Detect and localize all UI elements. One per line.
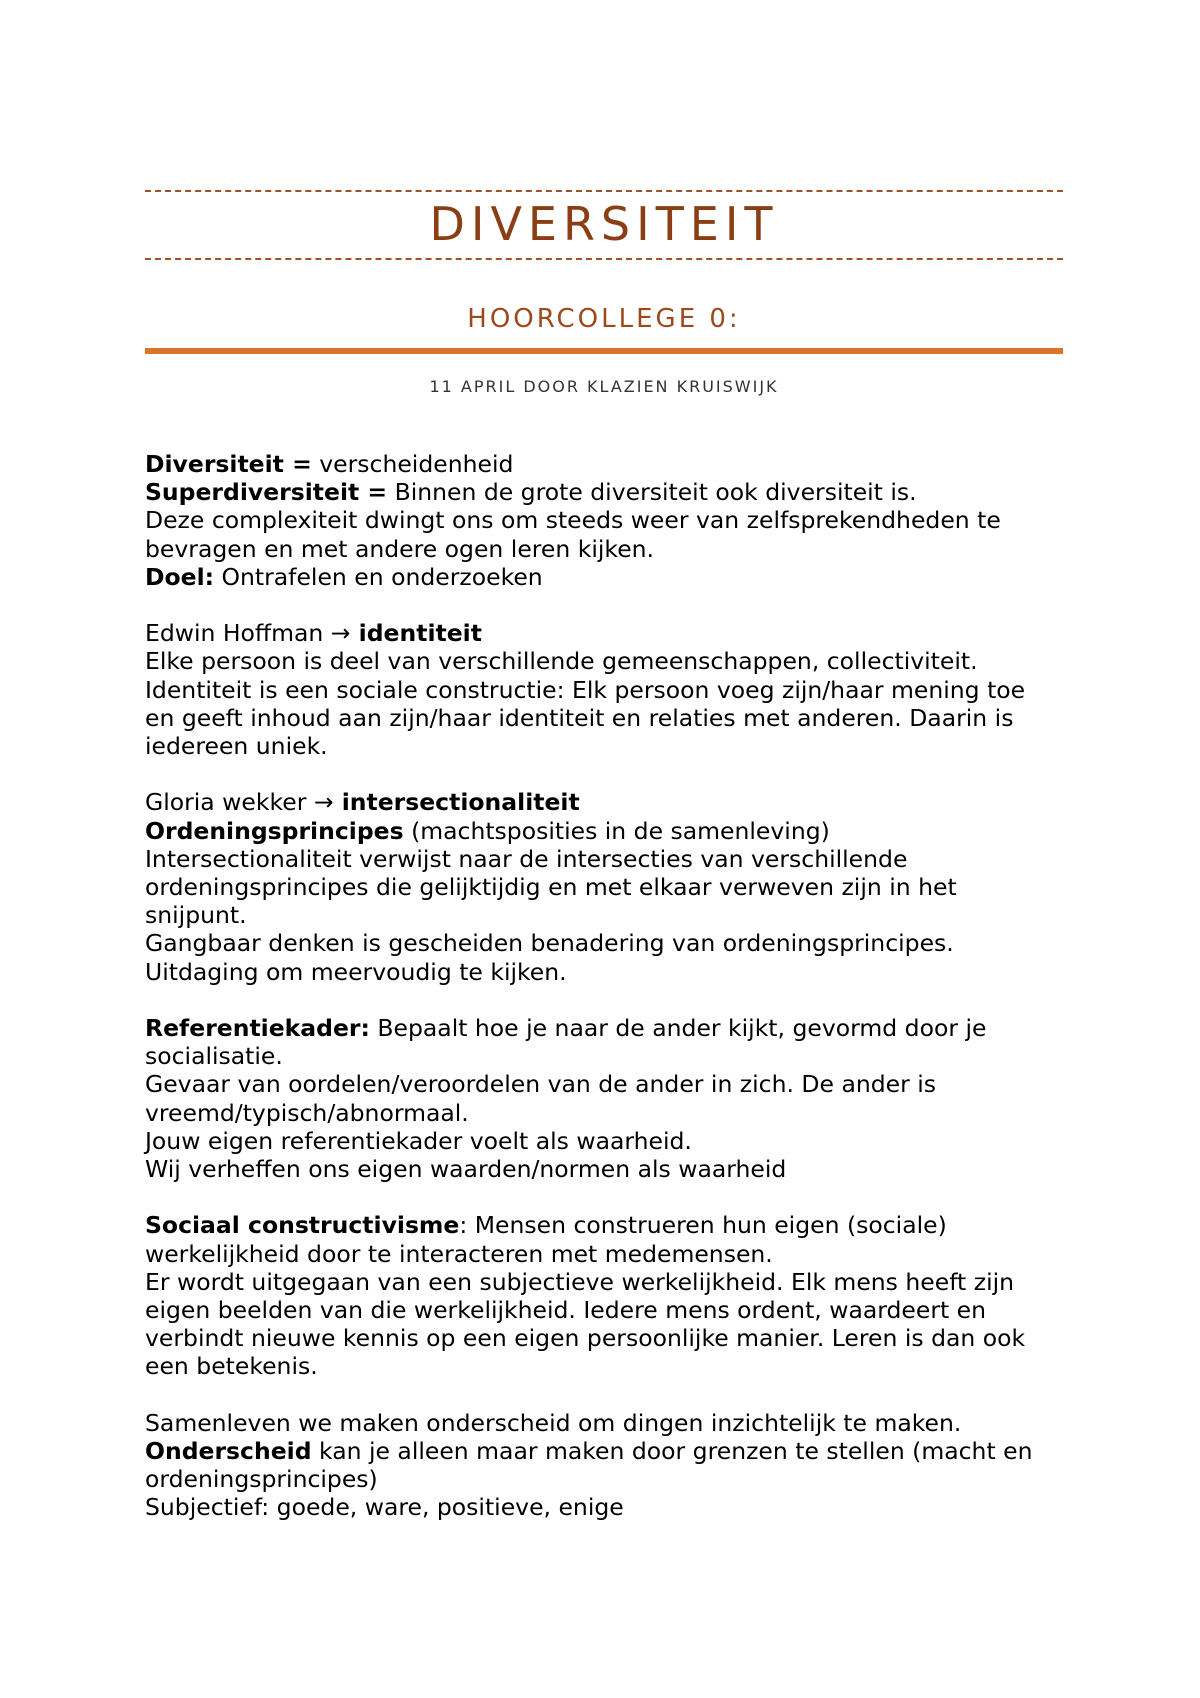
term: Sociaal constructivisme xyxy=(145,1211,460,1240)
paragraph-line: ordeningsprincipes) xyxy=(145,1465,378,1494)
paragraph-gap xyxy=(145,1183,1063,1211)
paragraph-line: socialisatie. xyxy=(145,1042,283,1071)
paragraph-line: Identiteit is een sociale constructie: Elk persoon voeg zijn/haar mening toe xyxy=(145,675,1026,704)
paragraph-line: werkelijkheid door te interacteren met medemensen. xyxy=(145,1239,773,1268)
definition: : Mensen construeren hun eigen (sociale) xyxy=(459,1211,947,1240)
definition-referentiekader xyxy=(145,1014,1063,1042)
paragraph-gap xyxy=(145,591,1063,619)
term: Onderscheid xyxy=(145,1437,312,1466)
term: Ordeningsprincipes xyxy=(145,816,404,845)
author-name: Edwin Hoffman xyxy=(145,619,331,648)
title-top-rule xyxy=(145,190,1063,192)
definition-ordeningsprincipes xyxy=(145,817,1063,845)
definition-onderscheid xyxy=(145,1437,1063,1465)
paragraph-line: eigen beelden van die werkelijkheid. Iedere mens ordent, waardeert en xyxy=(145,1296,987,1325)
arrow-right-icon: → xyxy=(330,619,351,648)
paragraph-line: Uitdaging om meervoudig te kijken. xyxy=(145,957,567,986)
paragraph-line: bevragen en met andere ogen leren kijken. xyxy=(145,534,655,563)
definition-doel xyxy=(145,563,1063,591)
term: Diversiteit = xyxy=(145,450,312,478)
paragraph-line: Er wordt uitgegaan van een subjectieve werkelijkheid. Elk mens heeft zijn xyxy=(145,1267,1015,1296)
topic: identiteit xyxy=(350,619,482,648)
definition: kan je alleen maar maken door grenzen te stellen (macht en xyxy=(311,1437,1033,1466)
definition-diversiteit xyxy=(145,450,1063,478)
paragraph-line: Samenleven we maken onderscheid om dingen inzichtelijk te maken. xyxy=(145,1408,962,1437)
paragraph-line: iedereen uniek. xyxy=(145,732,328,761)
definition-sociaal-constructivisme xyxy=(145,1211,1063,1239)
paragraph-line: Gevaar van oordelen/veroordelen van de ander in zich. De ander is xyxy=(145,1070,937,1099)
title-bottom-rule xyxy=(145,258,1063,260)
paragraph-gap xyxy=(145,1381,1063,1409)
topic: intersectionaliteit xyxy=(333,788,580,817)
paragraph-line: Wij verheffen ons eigen waarden/normen als waarheid xyxy=(145,1155,787,1184)
paragraph-gap xyxy=(145,760,1063,788)
term: Referentiekader: xyxy=(145,1014,370,1043)
definition: Ontrafelen en onderzoeken xyxy=(214,562,543,591)
arrow-right-icon: → xyxy=(313,788,334,817)
paragraph-line: Subjectief: goede, ware, positieve, enige xyxy=(145,1493,624,1522)
paragraph-line: Intersectionaliteit verwijst naar de intersecties van verschillende xyxy=(145,844,908,873)
definition: (machtsposities in de samenleving) xyxy=(403,816,830,845)
definition-superdiversiteit xyxy=(145,478,1063,506)
lecture-notes xyxy=(145,450,1063,1522)
document-title: DIVERSITEIT xyxy=(429,197,779,251)
paragraph-gap xyxy=(145,986,1063,1014)
definition: Bepaalt hoe je naar de ander kijkt, gevormd door je xyxy=(369,1014,987,1043)
topic-heading-wekker xyxy=(145,788,1063,816)
paragraph-line: vreemd/typisch/abnormaal. xyxy=(145,1098,469,1127)
heading-underline xyxy=(145,348,1063,354)
topic-heading-hoffman xyxy=(145,619,1063,647)
paragraph-line: Deze complexiteit dwingt ons om steeds weer van zelfsprekendheden te xyxy=(145,506,1001,535)
term: Superdiversiteit = xyxy=(145,478,388,507)
definition: Binnen de grote diversiteit ook diversiteit is. xyxy=(387,478,917,507)
paragraph-line: Gangbaar denken is gescheiden benadering van ordeningsprincipes. xyxy=(145,929,954,958)
section-heading: HOORCOLLEGE 0: xyxy=(467,304,741,334)
paragraph-line: Jouw eigen referentiekader voelt als waarheid. xyxy=(145,1126,692,1155)
paragraph-line: snijpunt. xyxy=(145,901,247,930)
lecture-meta: 11 APRIL DOOR KLAZIEN KRUISWIJK xyxy=(429,377,779,396)
paragraph-line: verbindt nieuwe kennis op een eigen persoonlijke manier. Leren is dan ook xyxy=(145,1324,1026,1353)
paragraph-line: een betekenis. xyxy=(145,1352,318,1381)
document-page xyxy=(145,190,1063,1522)
paragraph-line: ordeningsprincipes die gelijktijdig en met elkaar verweven zijn in het xyxy=(145,873,957,902)
author-name: Gloria wekker xyxy=(145,788,314,817)
definition: verscheidenheid xyxy=(311,450,514,478)
paragraph-line: Elke persoon is deel van verschillende gemeenschappen, collectiviteit. xyxy=(145,647,978,676)
term: Doel: xyxy=(145,562,215,591)
paragraph-line: en geeft inhoud aan zijn/haar identiteit en relaties met anderen. Daarin is xyxy=(145,703,1014,732)
